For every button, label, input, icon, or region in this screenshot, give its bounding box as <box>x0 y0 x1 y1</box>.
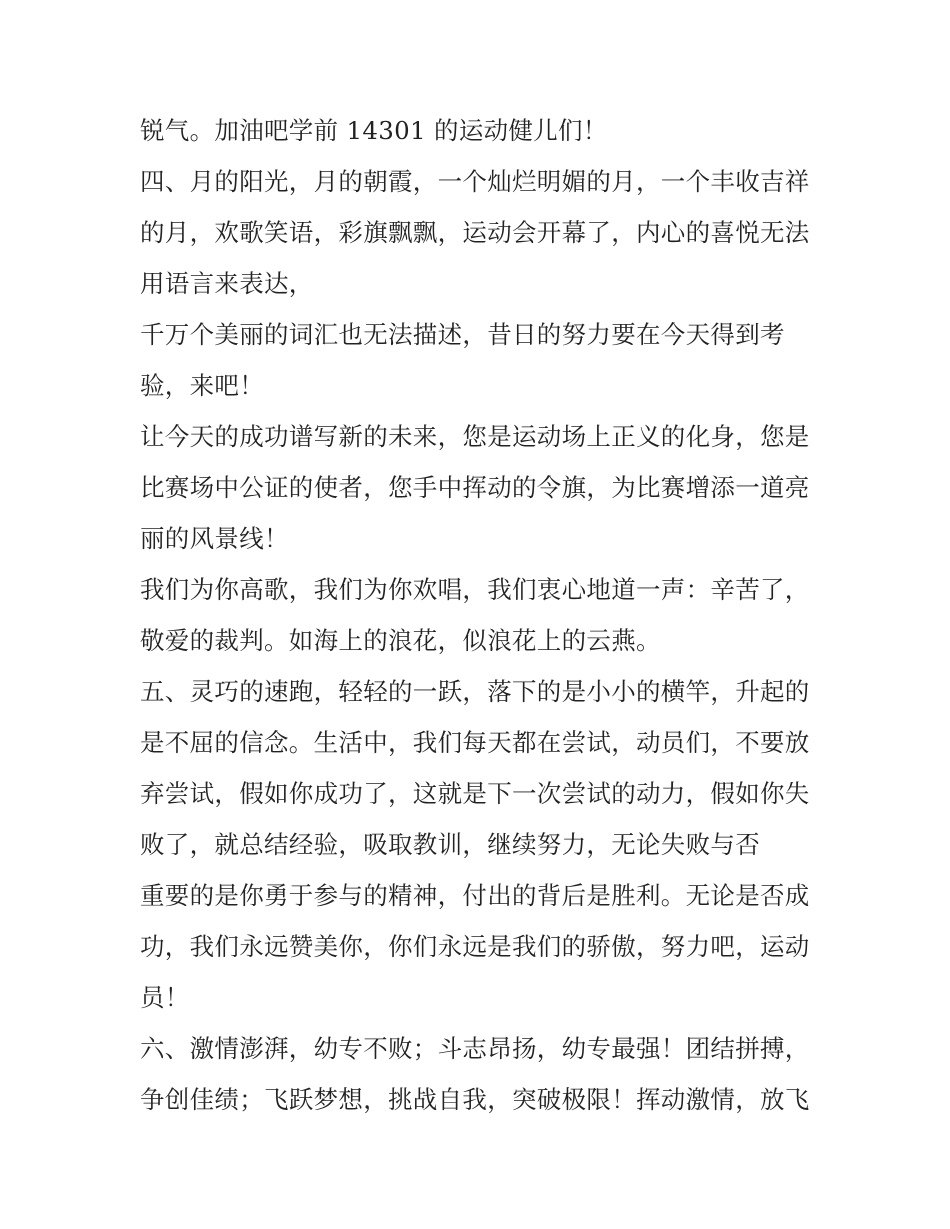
text-line: 敬爱的裁判。如海上的浪花，似浪花上的云燕。 <box>140 626 661 655</box>
text-line: 锐气。加油吧学前 14301 的运动健儿们！ <box>140 116 608 145</box>
text-line: 丽的风景线！ <box>140 524 289 553</box>
text-line: 员！ <box>140 983 190 1012</box>
text-line: 比赛场中公证的使者，您手中挥动的令旗，为比赛增添一道亮 <box>140 473 810 502</box>
document-body <box>140 105 830 1125</box>
text-line: 争创佳绩；飞跃梦想，挑战自我，突破极限！挥动激情，放飞 <box>140 1085 810 1114</box>
text-line: 千万个美丽的词汇也无法描述，昔日的努力要在今天得到考 <box>140 320 785 349</box>
text-line: 是不屈的信念。生活中，我们每天都在尝试，动员们，不要放 <box>140 728 810 757</box>
text-line: 的月，欢歌笑语，彩旗飘飘，运动会开幕了，内心的喜悦无法 <box>140 218 810 247</box>
text-line: 我们为你高歌，我们为你欢唱，我们衷心地道一声：辛苦了， <box>140 575 810 604</box>
text-line: 验，来吧！ <box>140 371 264 400</box>
text-line: 让今天的成功谱写新的未来，您是运动场上正义的化身，您是 <box>140 422 810 451</box>
text-line: 用语言来表达， <box>140 269 314 298</box>
text-line: 重要的是你勇于参与的精神，付出的背后是胜利。无论是否成 <box>140 881 810 910</box>
text-line: 六、激情澎湃，幼专不败；斗志昂扬，幼专最强！团结拼搏， <box>140 1034 810 1063</box>
text-line: 败了，就总结经验，吸取教训，继续努力，无论失败与否 <box>140 830 760 859</box>
text-line: 五、灵巧的速跑，轻轻的一跃，落下的是小小的横竿，升起的 <box>140 677 810 706</box>
text-line: 功，我们永远赞美你，你们永远是我们的骄傲，努力吧，运动 <box>140 932 810 961</box>
text-line: 四、月的阳光，月的朝霞，一个灿烂明媚的月，一个丰收吉祥 <box>140 167 810 196</box>
text-line: 弃尝试，假如你成功了，这就是下一次尝试的动力，假如你失 <box>140 779 810 808</box>
